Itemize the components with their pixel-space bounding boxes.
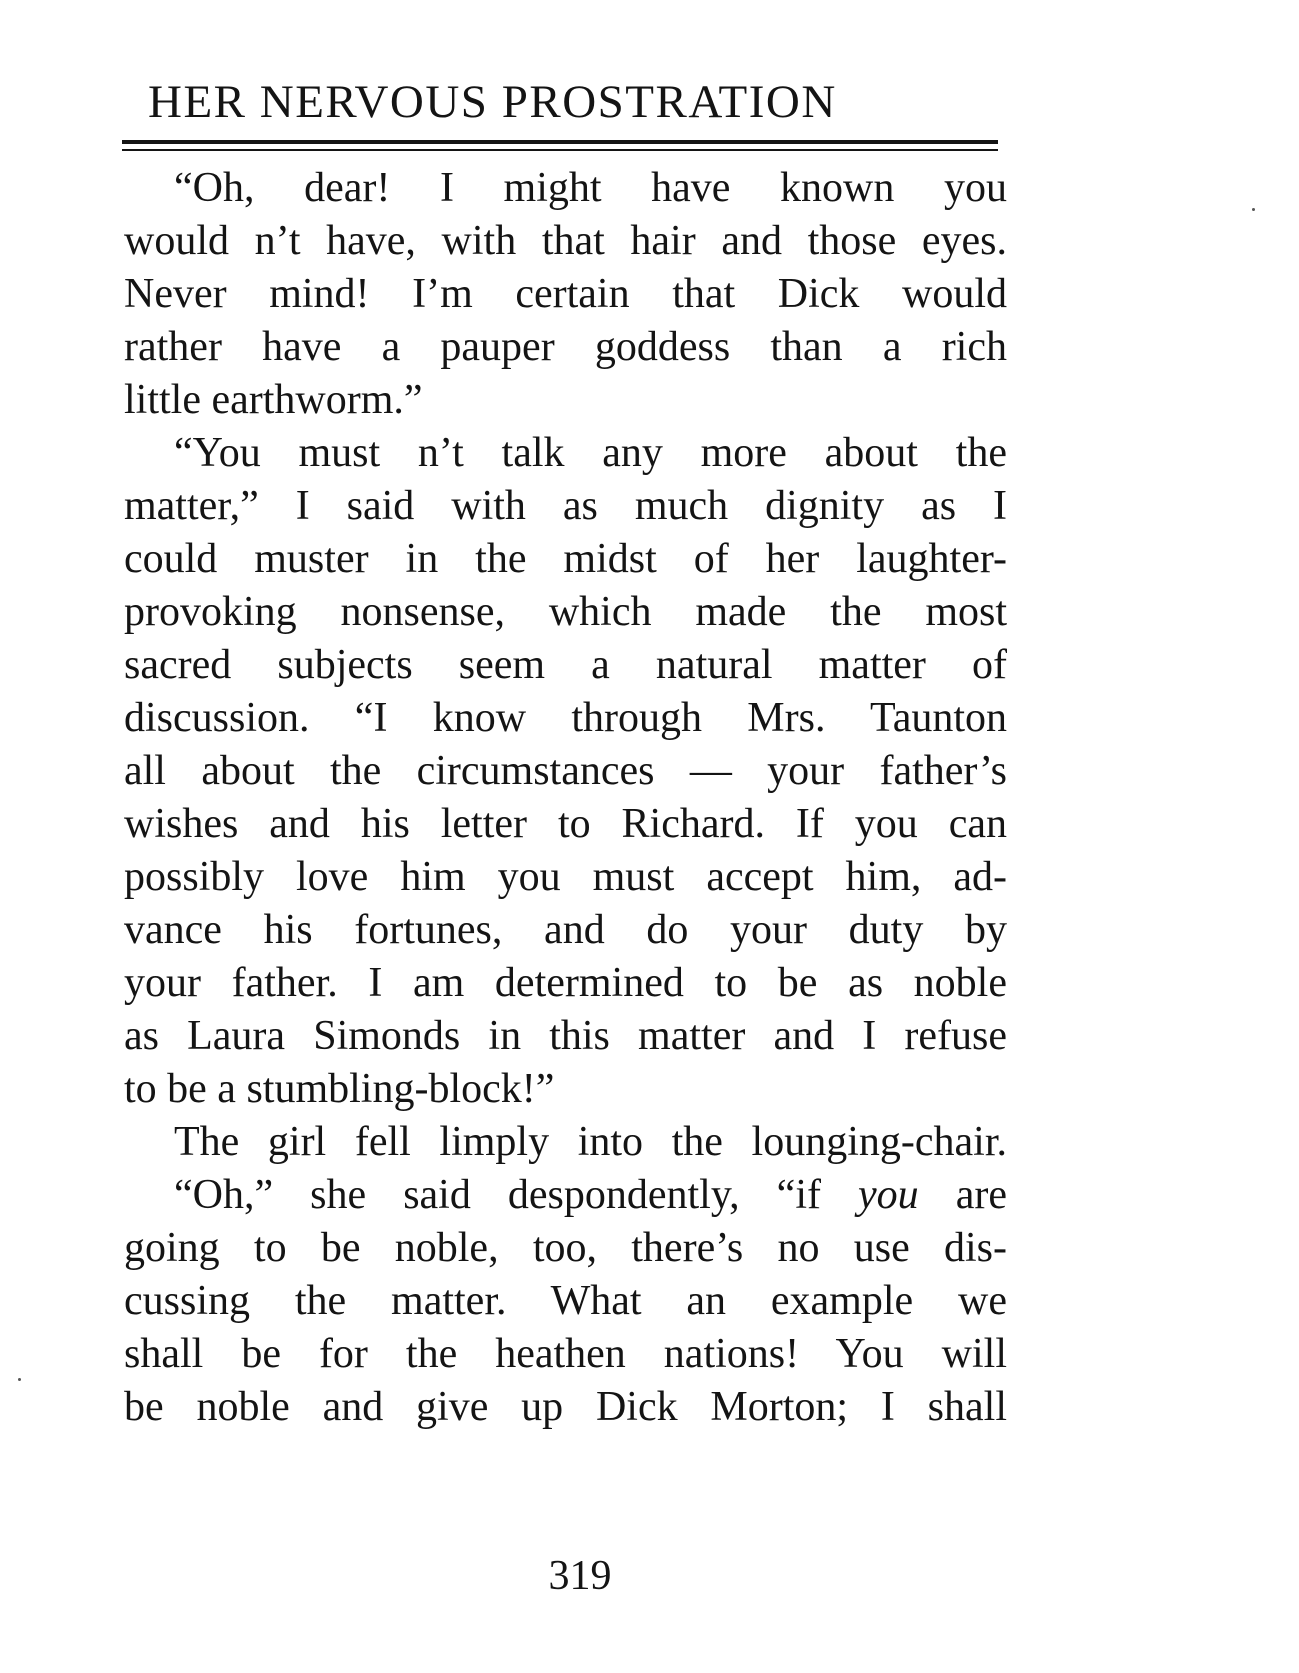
scan-speck	[18, 1378, 21, 1381]
text-line: as Laura Simonds in this matter and I refuse	[124, 1013, 1007, 1059]
text-run: “Oh,” she said despondently, “if	[174, 1172, 859, 1218]
text-line: rather have a pauper goddess than a rich	[124, 324, 1007, 370]
running-title: HER NERVOUS PROSTRATION	[148, 76, 837, 128]
text-line: matter,” I said with as much dignity as I	[124, 483, 1007, 529]
text-line: shall be for the heathen nations! You will	[124, 1331, 1007, 1377]
header-rule-thick	[122, 140, 998, 144]
text-line	[174, 1167, 1007, 1223]
text-line: be noble and give up Dick Morton; I shall	[124, 1384, 1007, 1430]
text-line: “You must n’t talk any more about the	[174, 430, 1007, 476]
text-line: possibly love him you must accept him, ad-	[124, 854, 1007, 900]
text-line: all about the circumstances — your father’s	[124, 748, 1007, 794]
page-number: 319	[548, 1553, 612, 1599]
text-line: provoking nonsense, which made the most	[124, 589, 1007, 635]
text-line: cussing the matter. What an example we	[124, 1278, 1007, 1324]
text-line: would n’t have, with that hair and those eyes.	[124, 218, 1007, 264]
header-rule-thin	[122, 149, 998, 151]
text-line: wishes and his letter to Richard. If you can	[124, 801, 1007, 847]
text-line: The girl fell limply into the lounging-chair.	[174, 1119, 1007, 1165]
scan-speck	[1252, 208, 1255, 211]
text-line: going to be noble, too, there’s no use dis-	[124, 1225, 1007, 1271]
text-line: Never mind! I’m certain that Dick would	[124, 271, 1007, 317]
text-line: to be a stumbling-block!”	[124, 1066, 555, 1112]
text-line: vance his fortunes, and do your duty by	[124, 907, 1007, 953]
italic-emphasis: you	[858, 1172, 919, 1218]
text-line: little earthworm.”	[124, 377, 423, 423]
text-line: “Oh, dear! I might have known you	[174, 165, 1007, 211]
text-run: are	[918, 1172, 1007, 1218]
text-line: your father. I am determined to be as noble	[124, 960, 1007, 1006]
text-line: sacred subjects seem a natural matter of	[124, 642, 1007, 688]
text-line: could muster in the midst of her laughter-	[124, 536, 1007, 582]
text-line: discussion. “I know through Mrs. Taunton	[124, 695, 1007, 741]
